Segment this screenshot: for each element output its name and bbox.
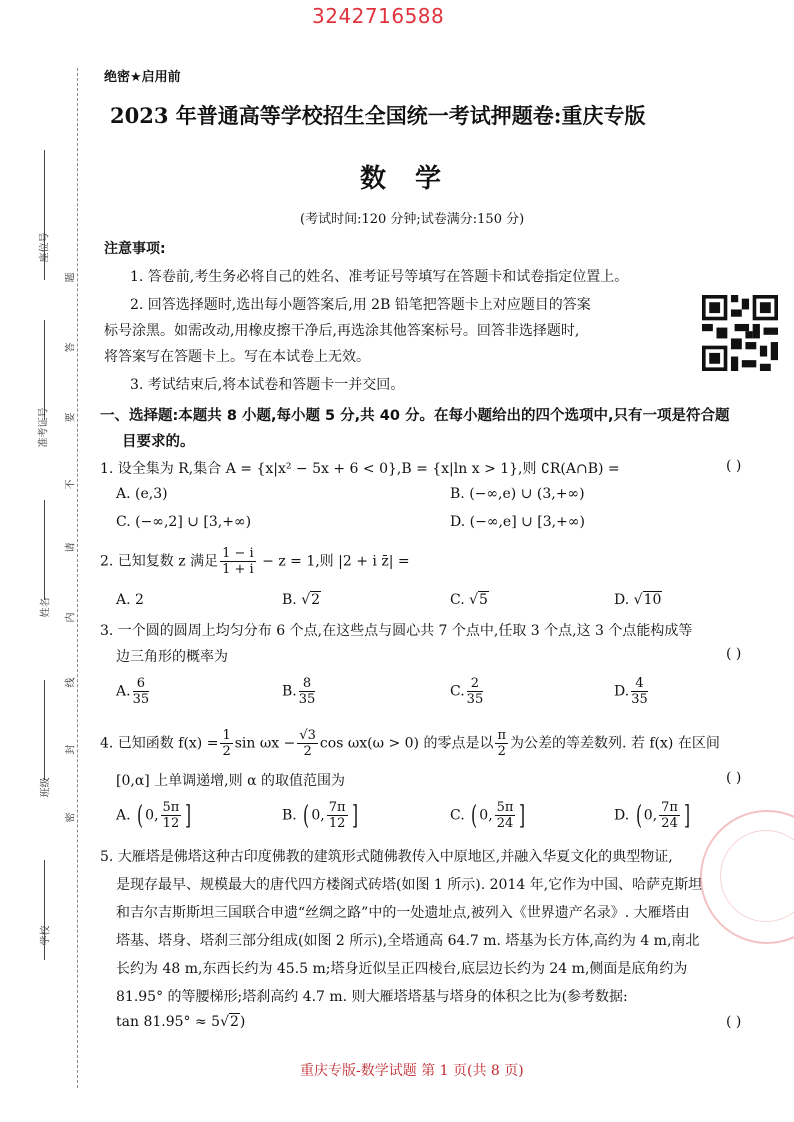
field-name: 姓名 [40, 597, 52, 618]
seal-char: 要 [65, 412, 77, 423]
note-line: 2. 回答选择题时,选出每小题答案后,用 2B 铅笔把答题卡上对应题目的答案 [130, 297, 591, 313]
note-line: 1. 答卷前,考生务必将自己的姓名、准考证号等填写在答题卡和试卷指定位置上。 [130, 269, 629, 285]
binding-dashed-line [77, 68, 78, 1088]
q3-option-c: C. $\frac{2}{35}$ [450, 676, 484, 707]
section-title-cont: 目要求的。 [122, 434, 195, 450]
q3-option-d: D. $\frac{4}{35}$ [614, 676, 648, 707]
page-footer: 重庆专版-数学试题 第 1 页(共 8 页) [300, 1063, 524, 1079]
note-line: 3. 考试结束后,将本试卷和答题卡一并交回。 [130, 377, 405, 393]
confidential-label: 绝密★启用前 [104, 70, 181, 85]
class-blank [44, 680, 45, 780]
seal-char: 请 [65, 542, 77, 553]
name-blank [44, 500, 45, 600]
notes-heading: 注意事项: [104, 241, 166, 257]
question-3-stem: 3. 一个圆的圆周上均匀分布 6 个点,在这些点与圆心共 7 个点中,任取 3 个点,这 3 个点能构成等 [100, 623, 693, 639]
q4-option-a: A. ( 0, $\frac{5\pi}{12}$ ] [116, 800, 192, 831]
q4-option-c: C. ( 0, $\frac{5\pi}{24}$ ] [450, 800, 526, 831]
q2-option-d: D. √10 [614, 592, 662, 608]
q4-option-d: D. ( 0, $\frac{7\pi}{24}$ ] [614, 800, 691, 831]
answer-paren: ( ) [726, 770, 742, 786]
answer-paren: ( ) [726, 458, 742, 474]
question-5-text: 塔基、塔身、塔刹三部分组成(如图 2 所示),全塔通高 64.7 m. 塔基为长方体,高约为 4 m,南北 [116, 933, 700, 949]
question-5-text: 长约为 48 m,东西长约为 45.5 m;塔身近似呈正四棱台,底层边长约为 24 m,侧面是底角约为 [116, 961, 688, 977]
admission-number-blank [44, 320, 45, 420]
question-1-stem: 1. 设全集为 R,集合 A = {x|x² − 5x + 6 < 0},B = {x|ln x > 1},则 ∁R(A∩B) = [100, 461, 620, 477]
exam-title: 2023 年普通高等学校招生全国统一考试押题卷:重庆专版 [110, 103, 646, 128]
section-title: 一、选择题:本题共 8 小题,每小题 5 分,共 40 分。在每小题给出的四个选项中,只有一项是符合题 [100, 408, 730, 424]
question-4-stem-cont: [0,α] 上单调递增,则 α 的取值范围为 [116, 773, 345, 789]
q1-option-a: A. (e,3) [116, 486, 168, 502]
q1-option-b: B. (−∞,e) ∪ (3,+∞) [450, 486, 585, 502]
question-3-stem-cont: 边三角形的概率为 [116, 649, 228, 665]
q2-option-a: A. 2 [116, 592, 144, 608]
question-5-text: tan 81.95° ≈ 5√2) [116, 1014, 246, 1030]
seal-char: 不 [65, 479, 77, 490]
q1-option-d: D. (−∞,e] ∪ [3,+∞) [450, 514, 585, 530]
q1-option-c: C. (−∞,2] ∪ [3,+∞) [116, 514, 252, 530]
q2-option-b: B. √2 [282, 592, 321, 608]
q3-option-b: B. $\frac{8}{35}$ [282, 676, 316, 707]
field-admission-number: 准考证号 [38, 407, 50, 448]
exam-info: (考试时间:120 分钟;试卷满分:150 分) [300, 212, 525, 227]
q2-option-c: C. √5 [450, 592, 488, 608]
question-5-text: 5. 大雁塔是佛塔这种古印度佛教的建筑形式随佛教传入中原地区,并融入华夏文化的典型物证, [100, 849, 673, 865]
q3-option-a: A. $\frac{6}{35}$ [116, 676, 150, 707]
watermark-code: 3242716588 [312, 4, 445, 28]
field-school: 学校 [40, 925, 52, 946]
note-line: 将答案写在答题卡上。写在本试卷上无效。 [104, 349, 370, 365]
seal-char: 线 [65, 677, 77, 688]
seal-char: 封 [65, 744, 77, 755]
question-2-stem: 2. 已知复数 z 满足 $\frac{1 - i}{1 + i}$ − z = 1,则 |2 + i z̄| = [100, 546, 410, 577]
seal-char: 密 [65, 812, 77, 823]
question-4-stem: 4. 已知函数 f(x) = $\frac{1}{2}$ sin ωx − $\frac{√3}{2}$ cos ωx(ω > 0) 的零点是以 $\frac{\pi}{2}$ 为公差的等差数列. 若 f(x) 在区间 [100, 728, 720, 759]
question-5-text: 81.95° 的等腰梯形;塔刹高约 4.7 m. 则大雁塔塔基与塔身的体积之比为(参考数据: [116, 989, 628, 1005]
note-line: 标号涂黑。如需改动,用橡皮擦干净后,再选涂其他答案标号。回答非选择题时, [104, 323, 580, 339]
seal-char: 题 [65, 272, 77, 283]
question-5-text: 是现存最早、规模最大的唐代四方楼阁式砖塔(如图 1 所示). 2014 年,它作为中国、哈萨克斯坦 [116, 877, 703, 893]
seal-char: 内 [65, 612, 77, 623]
question-5-text: 和吉尔吉斯斯坦三国联合申遗“丝绸之路”中的一处遗址点,被列入《世界遗产名录》. 大雁塔由 [116, 905, 690, 921]
qr-code-icon [702, 295, 778, 371]
seal-char: 答 [65, 342, 77, 353]
field-seat-number: 座位号 [39, 232, 51, 263]
answer-paren: ( ) [726, 1014, 742, 1030]
fraction: $\frac{1 - i}{1 + i}$ [222, 546, 254, 577]
field-class: 班级 [40, 777, 52, 798]
q4-option-b: B. ( 0, $\frac{7\pi}{12}$ ] [282, 800, 358, 831]
subject-title: 数 学 [360, 164, 452, 194]
answer-paren: ( ) [726, 646, 742, 662]
